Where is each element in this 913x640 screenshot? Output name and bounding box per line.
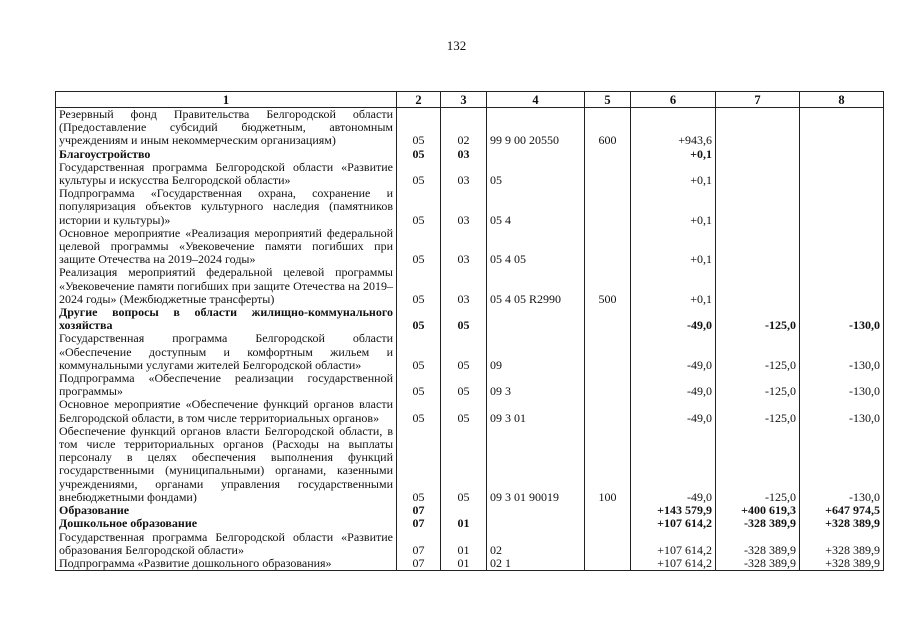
amount-2023: -125,0 bbox=[716, 425, 800, 504]
amount-2024 bbox=[800, 266, 884, 306]
table-header-row bbox=[56, 92, 884, 108]
budget-table bbox=[55, 91, 884, 571]
section-code: 07 bbox=[397, 504, 441, 517]
table-row bbox=[56, 425, 884, 504]
subsection-code: 05 bbox=[441, 332, 487, 372]
expense-type-code bbox=[585, 148, 631, 161]
table-row bbox=[56, 306, 884, 332]
subsection-code: 05 bbox=[441, 398, 487, 424]
table-body bbox=[56, 108, 884, 571]
row-description: Государственная программа Белгородской области «Развитие образования Белгородской области» bbox=[56, 531, 397, 557]
amount-2024: +328 389,9 bbox=[800, 531, 884, 557]
expense-type-code: 100 bbox=[585, 425, 631, 504]
section-code: 05 bbox=[397, 266, 441, 306]
row-description: Государственная программа Белгородской области «Обеспечение доступным и комфортным жильем и коммунальными услугами жителей Белгородской области» bbox=[56, 332, 397, 372]
table-row bbox=[56, 161, 884, 187]
subsection-code: 01 bbox=[441, 517, 487, 530]
expense-type-code bbox=[585, 306, 631, 332]
amount-2024 bbox=[800, 108, 884, 148]
row-description: Реализация мероприятий федеральной целевой программы «Увековечение памяти погибших при защите Отечества на 2019–2024 годы» (Межбюджетные трансферты) bbox=[56, 266, 397, 306]
column-header: 6 bbox=[631, 92, 716, 108]
column-header: 4 bbox=[487, 92, 585, 108]
table-row bbox=[56, 187, 884, 227]
subsection-code: 03 bbox=[441, 187, 487, 227]
amount-2022: +0,1 bbox=[631, 266, 716, 306]
column-header: 2 bbox=[397, 92, 441, 108]
amount-2022: +0,1 bbox=[631, 161, 716, 187]
amount-2024 bbox=[800, 148, 884, 161]
amount-2022: +143 579,9 bbox=[631, 504, 716, 517]
target-article-code: 02 1 bbox=[487, 557, 585, 571]
amount-2024: +647 974,5 bbox=[800, 504, 884, 517]
section-code: 05 bbox=[397, 306, 441, 332]
amount-2022: -49,0 bbox=[631, 425, 716, 504]
amount-2024: +328 389,9 bbox=[800, 557, 884, 571]
row-description: Резервный фонд Правительства Белгородской области (Предоставление субсидий бюджетным, автономным учреждениям и иным некоммерческим организациям) bbox=[56, 108, 397, 148]
amount-2022: +0,1 bbox=[631, 187, 716, 227]
amount-2022: -49,0 bbox=[631, 306, 716, 332]
amount-2023: -125,0 bbox=[716, 372, 800, 398]
amount-2022: +0,1 bbox=[631, 148, 716, 161]
section-code: 05 bbox=[397, 332, 441, 372]
amount-2024 bbox=[800, 227, 884, 267]
table-row bbox=[56, 557, 884, 571]
subsection-code: 03 bbox=[441, 227, 487, 267]
section-code: 07 bbox=[397, 557, 441, 571]
section-code: 05 bbox=[397, 187, 441, 227]
amount-2023 bbox=[716, 227, 800, 267]
row-description: Подпрограмма «Развитие дошкольного образования» bbox=[56, 557, 397, 571]
target-article-code bbox=[487, 517, 585, 530]
subsection-code: 02 bbox=[441, 108, 487, 148]
row-description: Другие вопросы в области жилищно-коммунального хозяйства bbox=[56, 306, 397, 332]
amount-2024: +328 389,9 bbox=[800, 517, 884, 530]
target-article-code: 09 bbox=[487, 332, 585, 372]
amount-2022: -49,0 bbox=[631, 372, 716, 398]
amount-2023 bbox=[716, 161, 800, 187]
column-header: 8 bbox=[800, 92, 884, 108]
amount-2024: -130,0 bbox=[800, 398, 884, 424]
row-description: Основное мероприятие «Обеспечение функций органов власти Белгородской области, в том числе территориальных органов» bbox=[56, 398, 397, 424]
section-code: 05 bbox=[397, 398, 441, 424]
expense-type-code: 600 bbox=[585, 108, 631, 148]
subsection-code: 05 bbox=[441, 372, 487, 398]
target-article-code: 05 4 05 bbox=[487, 227, 585, 267]
section-code: 05 bbox=[397, 425, 441, 504]
amount-2022: -49,0 bbox=[631, 332, 716, 372]
target-article-code: 05 4 bbox=[487, 187, 585, 227]
expense-type-code bbox=[585, 161, 631, 187]
target-article-code: 05 bbox=[487, 161, 585, 187]
amount-2023: -125,0 bbox=[716, 398, 800, 424]
amount-2024 bbox=[800, 187, 884, 227]
section-code: 05 bbox=[397, 161, 441, 187]
amount-2024: -130,0 bbox=[800, 425, 884, 504]
target-article-code: 09 3 01 bbox=[487, 398, 585, 424]
amount-2023 bbox=[716, 108, 800, 148]
amount-2022: +107 614,2 bbox=[631, 517, 716, 530]
subsection-code: 03 bbox=[441, 161, 487, 187]
row-description: Государственная программа Белгородской области «Развитие культуры и искусства Белгородской области» bbox=[56, 161, 397, 187]
amount-2023: +400 619,3 bbox=[716, 504, 800, 517]
amount-2022: +0,1 bbox=[631, 227, 716, 267]
table-row bbox=[56, 108, 884, 148]
row-description: Подпрограмма «Государственная охрана, сохранение и популяризация объектов культурного наследия (памятников истории и культуры)» bbox=[56, 187, 397, 227]
row-description: Основное мероприятие «Реализация мероприятий федеральной целевой программы «Увековечение памяти погибших при защите Отечества на 2019–2024 годы» bbox=[56, 227, 397, 267]
page-number: 132 bbox=[446, 38, 467, 53]
row-description: Образование bbox=[56, 504, 397, 517]
target-article-code: 02 bbox=[487, 531, 585, 557]
amount-2023: -125,0 bbox=[716, 306, 800, 332]
expense-type-code bbox=[585, 398, 631, 424]
table-row bbox=[56, 531, 884, 557]
subsection-code: 05 bbox=[441, 425, 487, 504]
target-article-code bbox=[487, 306, 585, 332]
section-code: 05 bbox=[397, 108, 441, 148]
subsection-code: 01 bbox=[441, 557, 487, 571]
amount-2023: -125,0 bbox=[716, 332, 800, 372]
table-row bbox=[56, 227, 884, 267]
expense-type-code bbox=[585, 372, 631, 398]
column-header: 5 bbox=[585, 92, 631, 108]
section-code: 07 bbox=[397, 531, 441, 557]
table-row bbox=[56, 266, 884, 306]
row-description: Обеспечение функций органов власти Белгородской области, в том числе территориальных органов (Расходы на выплаты персоналу в целях обеспечения выполнения функций государственными (муниципальными) органами, казенными учреждениями, органами управления государственными внебюджетными фондами) bbox=[56, 425, 397, 504]
section-code: 05 bbox=[397, 227, 441, 267]
amount-2023 bbox=[716, 148, 800, 161]
target-article-code bbox=[487, 504, 585, 517]
expense-type-code bbox=[585, 557, 631, 571]
expense-type-code: 500 bbox=[585, 266, 631, 306]
subsection-code: 03 bbox=[441, 148, 487, 161]
subsection-code: 05 bbox=[441, 306, 487, 332]
amount-2024: -130,0 bbox=[800, 306, 884, 332]
subsection-code: 03 bbox=[441, 266, 487, 306]
target-article-code: 99 9 00 20550 bbox=[487, 108, 585, 148]
amount-2022: +943,6 bbox=[631, 108, 716, 148]
target-article-code: 05 4 05 R2990 bbox=[487, 266, 585, 306]
expense-type-code bbox=[585, 504, 631, 517]
table-row bbox=[56, 398, 884, 424]
amount-2024: -130,0 bbox=[800, 332, 884, 372]
expense-type-code bbox=[585, 332, 631, 372]
expense-type-code bbox=[585, 517, 631, 530]
amount-2024 bbox=[800, 161, 884, 187]
expense-type-code bbox=[585, 227, 631, 267]
column-header: 1 bbox=[56, 92, 397, 108]
amount-2022: +107 614,2 bbox=[631, 557, 716, 571]
table-row bbox=[56, 148, 884, 161]
amount-2024: -130,0 bbox=[800, 372, 884, 398]
amount-2023: -328 389,9 bbox=[716, 557, 800, 571]
section-code: 07 bbox=[397, 517, 441, 530]
table-row bbox=[56, 517, 884, 530]
subsection-code: 01 bbox=[441, 531, 487, 557]
column-header: 3 bbox=[441, 92, 487, 108]
amount-2023 bbox=[716, 187, 800, 227]
target-article-code: 09 3 01 90019 bbox=[487, 425, 585, 504]
section-code: 05 bbox=[397, 372, 441, 398]
table-row bbox=[56, 332, 884, 372]
table-row bbox=[56, 372, 884, 398]
amount-2023 bbox=[716, 266, 800, 306]
row-description: Благоустройство bbox=[56, 148, 397, 161]
section-code: 05 bbox=[397, 148, 441, 161]
row-description: Дошкольное образование bbox=[56, 517, 397, 530]
amount-2023: -328 389,9 bbox=[716, 517, 800, 530]
target-article-code: 09 3 bbox=[487, 372, 585, 398]
amount-2022: +107 614,2 bbox=[631, 531, 716, 557]
column-header: 7 bbox=[716, 92, 800, 108]
target-article-code bbox=[487, 148, 585, 161]
amount-2023: -328 389,9 bbox=[716, 531, 800, 557]
row-description: Подпрограмма «Обеспечение реализации государственной программы» bbox=[56, 372, 397, 398]
amount-2022: -49,0 bbox=[631, 398, 716, 424]
expense-type-code bbox=[585, 187, 631, 227]
expense-type-code bbox=[585, 531, 631, 557]
